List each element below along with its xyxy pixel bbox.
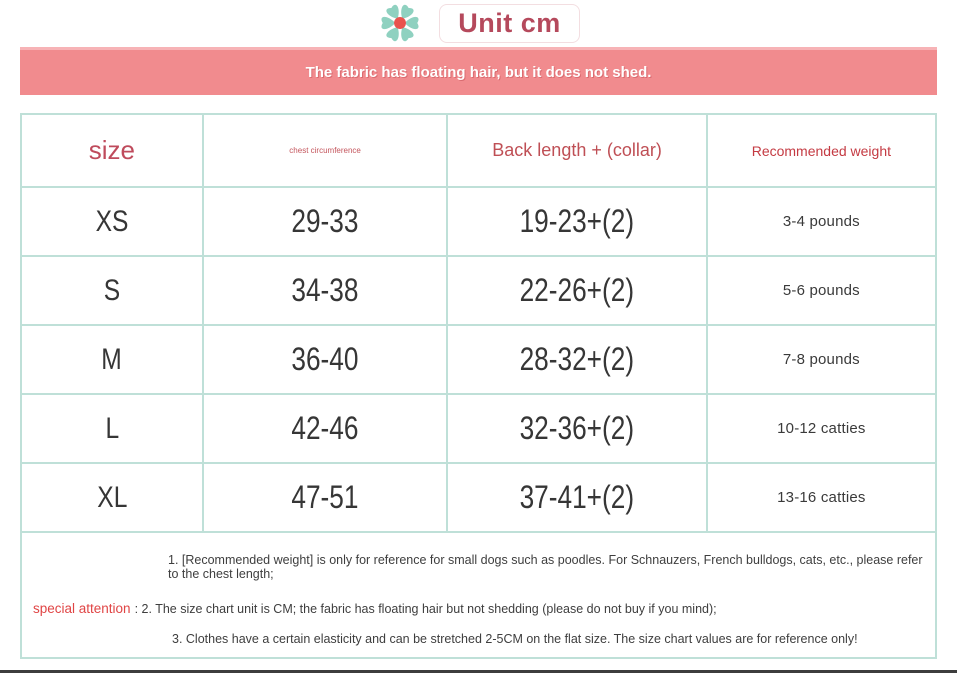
back-value: 19-23+(2) (519, 203, 635, 239)
chest-value: 36-40 (291, 341, 359, 377)
note-line-2 (33, 601, 935, 616)
size-table (22, 115, 935, 533)
chest-value: 42-46 (291, 410, 359, 446)
weight-value: 5-6 pounds (707, 256, 935, 325)
back-value: 28-32+(2) (519, 341, 635, 377)
table-row (22, 325, 935, 394)
note-line-2-text: : 2. The size chart unit is CM; the fabric has floating hair but not shedding (please do not buy if you mind); (134, 602, 717, 616)
size-value: L (105, 411, 119, 445)
special-attention-label: special attention (33, 601, 131, 616)
flower-icon (377, 0, 423, 46)
note-line-3: 3. Clothes have a certain elasticity and can be stretched 2-5CM on the flat size. The size chart values are for reference only! (172, 632, 858, 646)
column-header-chest: chest circumference (203, 115, 448, 187)
table-row (22, 187, 935, 256)
fabric-notice-banner (20, 47, 937, 95)
size-value: M (101, 342, 123, 376)
table-header-row (22, 115, 935, 187)
column-header-back-length: Back length + (collar) (447, 115, 706, 187)
back-value: 22-26+(2) (519, 272, 635, 308)
chest-value: 47-51 (291, 479, 359, 515)
back-value: 32-36+(2) (519, 410, 635, 446)
column-header-weight: Recommended weight (707, 115, 935, 187)
back-value: 37-41+(2) (519, 479, 635, 515)
chest-value: 34-38 (291, 272, 359, 308)
notes-section (22, 533, 935, 657)
weight-value: 10-12 catties (707, 394, 935, 463)
chest-value: 29-33 (291, 203, 359, 239)
bottom-divider (0, 670, 957, 673)
weight-value: 13-16 catties (707, 463, 935, 532)
size-chart-box (20, 113, 937, 659)
table-row (22, 463, 935, 532)
column-header-size: size (22, 115, 203, 187)
weight-value: 7-8 pounds (707, 325, 935, 394)
size-value: XL (96, 480, 127, 514)
size-value: XS (95, 204, 129, 238)
page-title: Unit cm (439, 4, 580, 43)
banner-text: The fabric has floating hair, but it does not shed. (305, 64, 652, 81)
table-row (22, 256, 935, 325)
size-value: S (103, 273, 121, 307)
note-line-1: 1. [Recommended weight] is only for reference for small dogs such as poodles. For Schnauzers, French bulldogs, cats, etc., please refer to the chest length; (168, 553, 923, 581)
table-row (22, 394, 935, 463)
title-bar (0, 0, 957, 46)
weight-value: 3-4 pounds (707, 187, 935, 256)
